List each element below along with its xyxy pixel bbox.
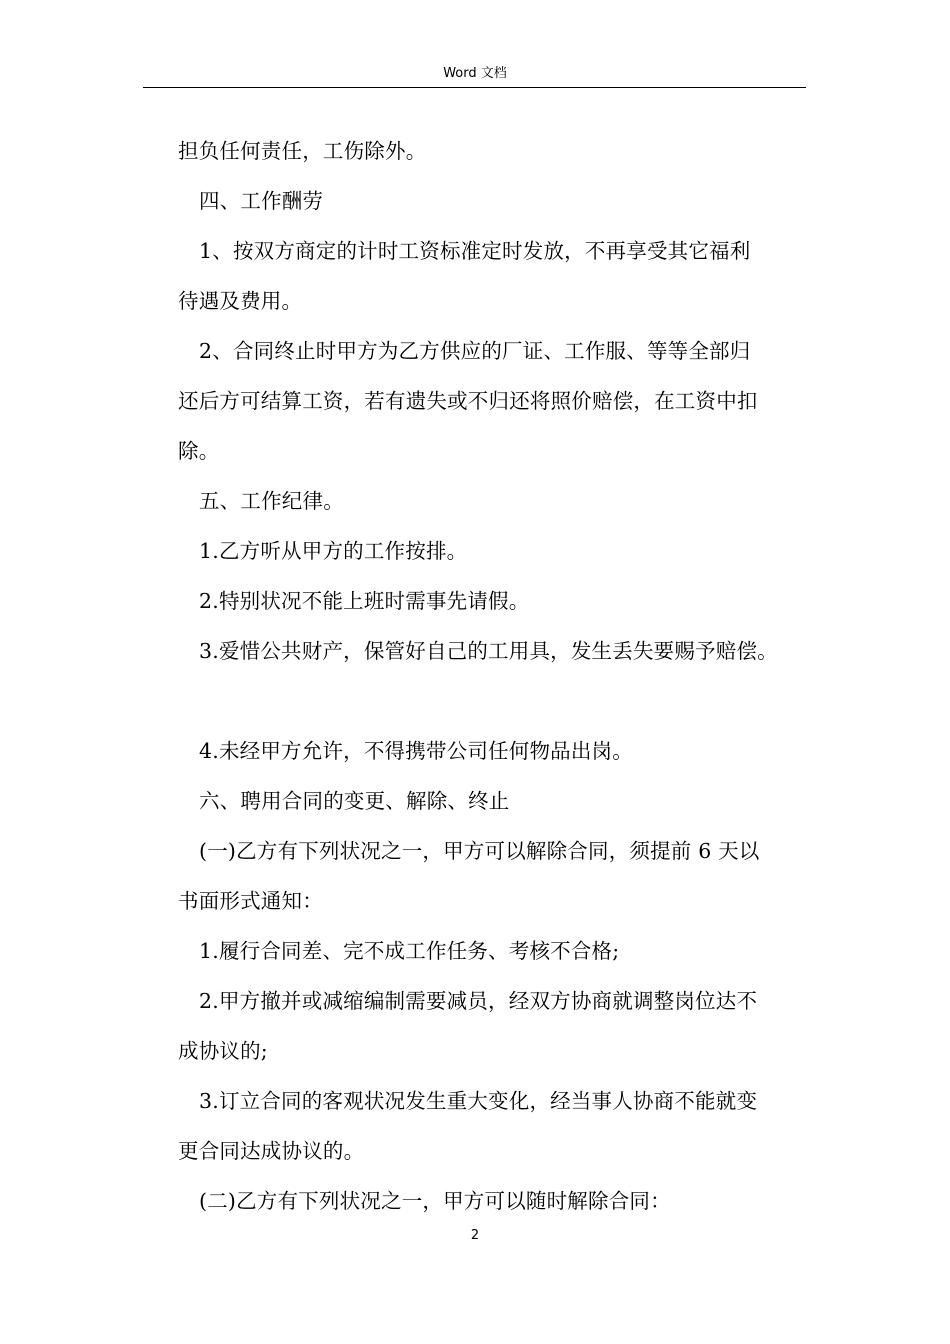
- section-heading-6: 六、聘用合同的变更、解除、终止: [199, 789, 510, 813]
- document-body: [178, 126, 818, 1226]
- page-header: Word 文档: [443, 66, 507, 81]
- body-line: 2、合同终止时甲方为乙方供应的厂证、工作服、等等全部归: [199, 339, 751, 363]
- blank-line: [178, 676, 818, 726]
- body-line: 还后方可结算工资，若有遗失或不归还将照价赔偿，在工资中扣: [178, 389, 758, 413]
- body-line: 担负任何责任，工伤除外。: [178, 139, 427, 163]
- body-line: 1.履行合同差、完不成工作任务、考核不合格;: [199, 939, 620, 963]
- body-line: 3.订立合同的客观状况发生重大变化，经当事人协商不能就变: [199, 1089, 758, 1113]
- body-line: 待遇及费用。: [178, 289, 303, 313]
- section-heading-4: 四、工作酬劳: [199, 189, 324, 213]
- body-line: 1.乙方听从甲方的工作按排。: [199, 539, 468, 563]
- body-line: 更合同达成协议的。: [178, 1139, 365, 1163]
- body-line: 2.特别状况不能上班时需事先请假。: [199, 589, 530, 613]
- body-line: 1、按双方商定的计时工资标准定时发放，不再享受其它福利: [199, 239, 751, 263]
- header-divider: [143, 87, 806, 88]
- body-line: 2.甲方撤并或减缩编制需要减员，经双方协商就调整岗位达不: [199, 989, 758, 1013]
- body-line: 3.爱惜公共财产，保管好自己的工用具，发生丢失要赐予赔偿。: [199, 639, 778, 663]
- body-line: (一)乙方有下列状况之一，甲方可以解除合同，须提前 6 天以: [199, 839, 760, 863]
- body-line: 书面形式通知：: [178, 889, 323, 913]
- body-line: (二)乙方有下列状况之一，甲方可以随时解除合同：: [199, 1189, 671, 1213]
- body-line: 成协议的;: [178, 1039, 268, 1063]
- section-heading-5: 五、工作纪律。: [199, 489, 344, 513]
- body-line: 4.未经甲方允许，不得携带公司任何物品出岗。: [199, 739, 633, 763]
- body-line: 除。: [178, 439, 220, 463]
- page-number: 2: [470, 1228, 480, 1243]
